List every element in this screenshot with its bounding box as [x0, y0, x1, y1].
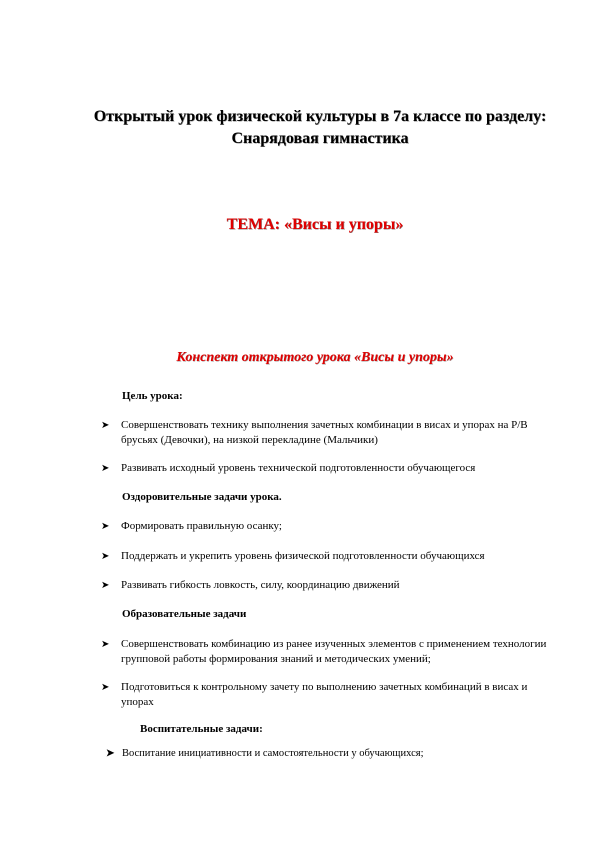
arrowhead-bullet-icon: ➤ — [101, 420, 110, 431]
list-item: ➤ Совершенствовать технику выполнения зачетных комбинации в висах и упорах на Р/В брусьях (Девочки), на низкой перекладине (Мальчики) — [101, 419, 528, 446]
arrowhead-bullet-icon: ➤ — [101, 682, 110, 693]
list-item: ➤ Развивать исходный уровень технической подготовленности обучающегося — [101, 462, 476, 474]
list-item: ➤ Формировать правильную осанку; — [101, 520, 282, 532]
education-heading: Образовательные задачи — [122, 608, 247, 620]
list-item: ➤ Подготовиться к контрольному зачету по выполнению зачетных комбинаций в висах и упорах — [101, 681, 528, 708]
lesson-theme: ТЕМА: «Висы и упоры» — [226, 216, 404, 233]
list-item: ➤ Совершенствовать комбинацию из ранее изученных элементов с применением технологии групповой работы формирования знаний и методических умений; — [101, 638, 547, 665]
list-item: ➤ Развивать гибкость ловкость, силу, координацию движений — [101, 579, 400, 591]
arrowhead-bullet-icon: ➤ — [101, 639, 110, 650]
list-item: ➤ Воспитание инициативности и самостоятельности у обучающихся; — [106, 748, 424, 759]
document-title: Открытый урок физической культуры в 7а классе по разделу: Снарядовая гимнастика — [93, 108, 547, 147]
upbringing-heading: Воспитательные задачи: — [140, 723, 263, 735]
arrowhead-bullet-icon: ➤ — [101, 463, 110, 474]
health-heading: Оздоровительные задачи урока. — [122, 491, 282, 503]
arrowhead-bullet-icon: ➤ — [101, 551, 110, 562]
lesson-subtitle: Конспект открытого урока «Висы и упоры» — [176, 350, 454, 365]
goal-heading: Цель урока: — [122, 390, 183, 402]
arrowhead-bullet-icon: ➤ — [101, 580, 110, 591]
arrowhead-bullet-icon: ➤ — [101, 521, 110, 532]
list-item: ➤ Поддержать и укрепить уровень физической подготовленности обучающихся — [101, 550, 485, 562]
arrowhead-bullet-icon: ➤ — [106, 748, 115, 759]
